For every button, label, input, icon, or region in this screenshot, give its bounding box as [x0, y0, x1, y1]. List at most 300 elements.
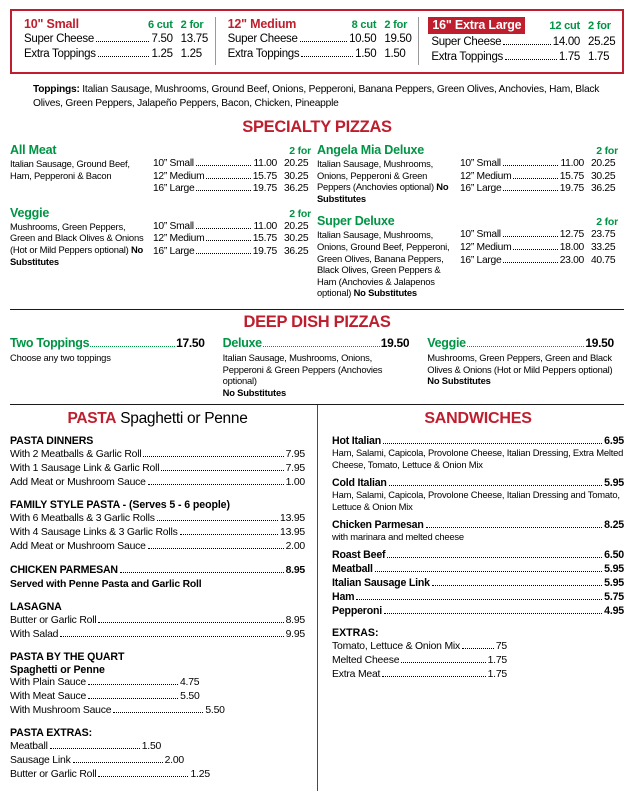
- pasta-group: [10, 563, 305, 592]
- pasta-column: [10, 405, 317, 791]
- dot-leader: [382, 676, 485, 677]
- dot-leader: [88, 684, 178, 685]
- dot-leader: [503, 165, 559, 166]
- dot-leader: [503, 190, 557, 191]
- dot-leader: [50, 748, 140, 749]
- sandwich-item: [332, 563, 624, 575]
- pasta-line: [10, 740, 305, 754]
- dot-leader: [148, 548, 284, 549]
- pasta-line: [10, 476, 305, 490]
- pizza-size-label: 12" Medium: [227, 17, 297, 31]
- dot-leader: [206, 240, 250, 241]
- dot-leader: [384, 613, 602, 614]
- specialty-item-header: [10, 143, 311, 157]
- specialty-size-label: 16” Large: [460, 254, 502, 266]
- specialty-size-label: 12” Medium: [153, 233, 205, 245]
- sandwich-line: [332, 519, 624, 531]
- specialty-twofor-label: 2 for: [289, 207, 311, 220]
- pizza-size-header: [24, 17, 207, 31]
- pasta-item-name: With Salad: [10, 629, 59, 641]
- dot-leader: [513, 178, 557, 179]
- specialty-item-name: Veggie: [10, 205, 50, 220]
- specialty-item-prices: [460, 229, 618, 299]
- pasta-line: [10, 704, 305, 718]
- pasta-group-note: Served with Penne Pasta and Garlic Roll: [10, 579, 202, 591]
- deep-dish-item-header: [223, 336, 410, 350]
- pasta-item-price: 7.95: [285, 449, 305, 461]
- specialty-price-single: 11.00: [253, 220, 277, 232]
- sandwich-price: 5.75: [604, 591, 624, 604]
- specialty-size-label: 10” Small: [153, 158, 194, 169]
- specialty-item-prices: [153, 158, 311, 196]
- specialty-item-body: [317, 158, 618, 204]
- specialty-price-row: [153, 183, 311, 196]
- specialty-price-twofor: 36.25: [591, 183, 616, 195]
- pasta-line: [10, 690, 305, 704]
- deep-dish-item-header: [427, 336, 614, 350]
- pasta-item-name: With Meat Sauce: [10, 691, 87, 703]
- specialty-pizzas-title: SPECIALTY PIZZAS: [242, 118, 392, 136]
- sandwich-line: [332, 549, 624, 561]
- dot-leader: [401, 662, 485, 663]
- sandwich-extra-name: Tomato, Lettuce & Onion Mix: [332, 641, 461, 653]
- pasta-item-price: 1.25: [190, 769, 210, 781]
- pasta-groups: [10, 435, 305, 782]
- sandwich-item: [332, 477, 624, 512]
- specialty-price-single: 18.00: [559, 241, 584, 253]
- pasta-item-price: 5.50: [180, 691, 200, 703]
- sandwich-price: 5.95: [604, 563, 624, 576]
- specialty-item-body: [10, 158, 311, 196]
- pasta-item-price: 1.00: [285, 477, 305, 489]
- pasta-group-heading: FAMILY STYLE PASTA - (Serves 5 - 6 people): [10, 499, 230, 512]
- specialty-column-right: [317, 143, 624, 309]
- pasta-title: [10, 410, 305, 428]
- sandwich-price: 6.95: [604, 435, 624, 448]
- pizza-price-row: [431, 50, 614, 65]
- pasta-item-name: With 2 Meatballs & Garlic Roll: [10, 449, 142, 461]
- pasta-item-name: With Mushroom Sauce: [10, 705, 112, 717]
- deep-dish-description: Mushrooms, Green Peppers, Green and Black Olives & Onions (Hot or Mild Peppers optional) No Substitutes: [427, 351, 613, 387]
- specialty-twofor-label: 2 for: [596, 216, 618, 229]
- specialty-price-twofor: 23.75: [591, 229, 616, 241]
- pasta-group-heading: LASAGNA: [10, 601, 62, 614]
- specialty-item: [10, 206, 311, 267]
- pizza-price-twofor: 1.25: [180, 48, 202, 60]
- specialty-price-single: 15.75: [252, 233, 277, 245]
- pizza-price-twofor: 1.75: [588, 51, 610, 63]
- pizza-price-single: 10.50: [349, 33, 377, 45]
- specialty-item-header: [317, 214, 618, 228]
- specialty-item-description: Italian Sausage, Ground Beef, Ham, Pepperoni & Bacon: [10, 158, 130, 181]
- sandwich-name: Meatball: [332, 563, 373, 576]
- dot-leader: [503, 262, 557, 263]
- specialty-price-row: [460, 229, 618, 242]
- dot-leader: [148, 484, 284, 485]
- sandwich-extras-lines: [332, 640, 624, 682]
- specialty-item: [317, 143, 618, 204]
- sandwich-item: [332, 577, 624, 589]
- specialty-price-single: 12.75: [559, 229, 584, 241]
- dot-leader: [503, 44, 550, 45]
- deep-dish-price: 19.50: [585, 335, 614, 350]
- specialty-price-row: [153, 171, 311, 184]
- dot-leader: [375, 571, 602, 572]
- pasta-line: [10, 768, 305, 782]
- specialty-size-label: 12” Medium: [460, 241, 512, 253]
- pizza-price-twofor: 25.25: [588, 36, 616, 48]
- specialty-price-single: 19.75: [559, 183, 584, 195]
- dot-leader: [300, 41, 347, 42]
- sandwich-items: [332, 435, 624, 617]
- specialty-price-twofor: 30.25: [284, 233, 309, 245]
- specialty-price-row: [153, 233, 311, 246]
- pasta-item-name: Add Meat or Mushroom Sauce: [10, 541, 146, 553]
- pizza-price-twofor: 19.50: [384, 33, 412, 45]
- sandwich-line: [332, 435, 624, 447]
- pasta-title-black: Spaghetti or Penne: [116, 410, 248, 428]
- deep-dish-description: Italian Sausage, Mushrooms, Onions, Pepperoni & Green Peppers (Anchovies optional) No Substitutes: [222, 351, 383, 398]
- pizza-cut-label: 8 cut: [351, 19, 377, 31]
- specialty-price-row: [153, 221, 311, 234]
- deep-dish-item: [215, 336, 420, 398]
- pasta-item-price: 4.75: [179, 677, 200, 689]
- pizza-price-twofor: 13.75: [180, 33, 208, 45]
- pasta-item-price: 1.50: [141, 741, 162, 753]
- no-substitutes-note: No Substitutes: [317, 181, 449, 204]
- dot-leader: [98, 776, 188, 777]
- pasta-line: [10, 448, 305, 462]
- pizza-size-header: [228, 17, 411, 31]
- sandwich-extra-price: 1.75: [487, 655, 507, 667]
- bottom-columns: [10, 405, 624, 791]
- sandwich-item: [332, 605, 624, 617]
- sandwiches-title: SANDWICHES: [424, 410, 532, 428]
- pasta-group-heading: PASTA EXTRAS:: [10, 727, 93, 740]
- dot-leader: [462, 648, 494, 649]
- dot-leader: [387, 557, 602, 558]
- sandwich-extra-line: [332, 640, 507, 654]
- no-substitutes-note: No Substitutes: [427, 375, 491, 387]
- specialty-size-label: 10” Small: [460, 158, 501, 169]
- specialty-size-label: 10” Small: [153, 220, 194, 232]
- pizza-item-label: Extra Toppings: [227, 48, 300, 60]
- dot-leader: [157, 520, 278, 521]
- dot-leader: [90, 346, 175, 347]
- pasta-item-price: 13.95: [279, 513, 305, 525]
- sandwiches-column: [317, 405, 624, 791]
- pizza-size-column-2: [215, 17, 419, 65]
- deep-dish-price: 17.50: [176, 335, 205, 350]
- specialty-price-twofor: 36.25: [284, 183, 309, 195]
- specialty-price-twofor: 33.25: [591, 241, 616, 253]
- specialty-item-name: Super Deluxe: [317, 214, 395, 229]
- pizza-size-column-1: [12, 17, 215, 65]
- dot-leader: [513, 249, 557, 250]
- pasta-item-price: 9.95: [285, 629, 305, 641]
- sandwich-extra-line: [332, 654, 507, 668]
- specialty-size-label: 16” Large: [460, 183, 502, 195]
- pizza-price-row: [228, 47, 411, 62]
- pasta-group-heading: PASTA DINNERS: [10, 435, 94, 448]
- pasta-item-name: With Plain Sauce: [10, 677, 86, 689]
- deep-dish-item: [419, 336, 624, 398]
- dot-leader: [120, 572, 284, 573]
- sandwich-item: [332, 435, 624, 470]
- specialty-item-prices: [460, 158, 618, 204]
- specialty-price-single: 15.75: [252, 170, 277, 182]
- pasta-item-name: With 1 Sausage Link & Garlic Roll: [10, 463, 160, 475]
- sandwich-name: Italian Sausage Link: [332, 577, 430, 590]
- pizza-cut-label: 6 cut: [147, 19, 173, 31]
- specialty-item: [317, 214, 618, 299]
- deep-dish-item-name: Two Toppings: [10, 335, 90, 350]
- pasta-item-price: 13.95: [279, 527, 305, 539]
- specialty-price-row: [460, 171, 618, 184]
- toppings-list: Italian Sausage, Mushrooms, Ground Beef, Onions, Pepperoni, Banana Peppers, Green Olives, Anchovies, Ham, Black Olives, Green Peppers, Jalapeño Peppers, Bacon, Chicken, Pineapple: [33, 84, 600, 109]
- sandwich-extras: [332, 627, 624, 682]
- deep-dish-grid: [10, 336, 624, 398]
- specialty-price-twofor: 20.25: [591, 158, 616, 169]
- dot-leader: [196, 165, 252, 166]
- specialty-price-twofor: 30.25: [591, 170, 616, 182]
- pizza-item-label: Super Cheese: [431, 36, 502, 48]
- pizza-item-label: Super Cheese: [227, 33, 298, 45]
- specialty-size-label: 16” Large: [153, 183, 195, 195]
- specialty-size-label: 12” Medium: [460, 170, 512, 182]
- dot-leader: [98, 622, 283, 623]
- pasta-title-red: PASTA: [67, 410, 117, 428]
- specialty-item-header: [10, 206, 311, 220]
- pasta-item-price: 8.95: [285, 565, 305, 577]
- pizza-price-single: 1.25: [151, 48, 173, 60]
- sandwich-extras-heading: EXTRAS:: [332, 627, 379, 640]
- sandwich-extra-price: 1.75: [487, 669, 507, 681]
- specialty-price-row: [460, 242, 618, 255]
- dot-leader: [206, 178, 250, 179]
- specialty-size-label: 10” Small: [460, 229, 501, 241]
- sandwich-extra-price: 75: [495, 641, 507, 653]
- specialty-item-header: [317, 143, 618, 157]
- sandwich-name: Pepperoni: [332, 605, 382, 618]
- specialty-pizzas-grid: [10, 143, 624, 309]
- dot-leader: [161, 470, 283, 471]
- sandwich-name: Cold Italian: [332, 477, 387, 490]
- pasta-line: [10, 540, 305, 554]
- pasta-group: [10, 601, 305, 642]
- dot-leader: [60, 636, 283, 637]
- specialty-size-label: 16” Large: [153, 245, 195, 257]
- deep-dish-item-name: Deluxe: [222, 335, 262, 350]
- dot-leader: [180, 534, 278, 535]
- pasta-line: [10, 563, 305, 578]
- dot-leader: [196, 253, 250, 254]
- pizza-price-single: 14.00: [552, 36, 581, 48]
- pasta-line: [10, 462, 305, 476]
- dot-leader: [503, 236, 558, 237]
- sandwich-item: [332, 591, 624, 603]
- pasta-line: [10, 614, 305, 628]
- sandwich-item: [332, 549, 624, 561]
- pizza-price-twofor: 1.50: [384, 48, 406, 60]
- sandwich-extra-line: [332, 668, 507, 682]
- specialty-item-body: [317, 229, 618, 299]
- sandwich-description: Ham, Salami, Capicola, Provolone Cheese, Italian Dressing and Tomato, Lettuce & Onion Mix: [332, 489, 620, 512]
- deep-dish-item-header: [10, 336, 205, 350]
- pizza-twofor-label: 2 for: [384, 19, 408, 31]
- specialty-column-left: [10, 143, 317, 309]
- sandwich-extra-name: Extra Meat: [332, 669, 381, 681]
- specialty-item: [10, 143, 311, 196]
- sandwich-price: 5.95: [604, 577, 624, 590]
- pasta-item-price: 2.00: [285, 541, 305, 553]
- pasta-item-name: CHICKEN PARMESAN: [10, 564, 118, 577]
- specialty-price-twofor: 40.75: [591, 254, 616, 266]
- divider-specialty-bottom: [10, 309, 624, 310]
- pasta-group: [10, 435, 305, 490]
- sandwich-price: 4.95: [604, 605, 624, 618]
- dot-leader: [113, 712, 203, 713]
- no-substitutes-note: No Substitutes: [10, 243, 144, 267]
- pizza-size-box: [10, 9, 624, 74]
- specialty-item-name: Angela Mia Deluxe: [317, 143, 425, 157]
- specialty-price-row: [460, 255, 618, 268]
- pasta-item-price: 8.95: [285, 615, 305, 627]
- pizza-twofor-label: 2 for: [588, 20, 611, 32]
- specialty-price-single: 11.00: [560, 158, 584, 169]
- pizza-size-header: [431, 17, 614, 34]
- pizza-price-row: [228, 32, 411, 47]
- dot-leader: [73, 762, 163, 763]
- no-substitutes-note: No Substitutes: [222, 386, 286, 398]
- pasta-group: [10, 651, 305, 718]
- specialty-price-single: 23.00: [559, 254, 584, 266]
- specialty-item-description: Mushrooms, Green Peppers, Green and Black Olives & Onions (Hot or Mild Peppers optional) No Substitutes: [10, 220, 144, 267]
- specialty-price-single: 15.75: [559, 170, 584, 182]
- specialty-price-row: [460, 183, 618, 196]
- sandwich-price: 6.50: [604, 549, 624, 562]
- pasta-item-name: Butter or Garlic Roll: [10, 769, 97, 781]
- pasta-item-name: With 4 Sausage Links & 3 Garlic Rolls: [10, 527, 178, 539]
- sandwich-name: Hot Italian: [332, 435, 382, 448]
- sandwich-description: with marinara and melted cheese: [332, 530, 464, 542]
- sandwich-name: Ham: [332, 591, 355, 604]
- pizza-twofor-label: 2 for: [180, 19, 204, 31]
- specialty-item-body: [10, 221, 311, 267]
- specialty-twofor-label: 2 for: [596, 145, 618, 157]
- specialty-price-twofor: 20.25: [284, 220, 309, 232]
- pasta-item-name: With 6 Meatballs & 3 Garlic Rolls: [10, 513, 155, 525]
- dot-leader: [96, 41, 150, 42]
- pizza-price-row: [24, 32, 207, 47]
- pizza-size-label: 16" Extra Large: [428, 17, 525, 34]
- specialty-price-twofor: 36.25: [284, 245, 309, 257]
- specialty-size-label: 12” Medium: [153, 170, 205, 182]
- sandwich-price: 8.25: [604, 518, 624, 531]
- specialty-price-twofor: 20.25: [284, 158, 309, 169]
- sandwich-item: [332, 519, 624, 542]
- dot-leader: [301, 56, 353, 57]
- sandwich-name: Roast Beef: [332, 549, 386, 562]
- pizza-price-single: 1.75: [558, 51, 581, 63]
- sandwich-line: [332, 591, 624, 603]
- toppings-label: Toppings:: [33, 84, 80, 95]
- dot-leader: [383, 443, 602, 444]
- pizza-cut-label: 12 cut: [549, 20, 581, 32]
- sandwich-price: 5.95: [604, 477, 624, 490]
- specialty-price-twofor: 30.25: [284, 170, 309, 182]
- dot-leader: [505, 59, 557, 60]
- pizza-size-column-3: [418, 17, 622, 65]
- sandwich-line: [332, 577, 624, 589]
- sandwich-line: [332, 477, 624, 489]
- pasta-item-price: 2.00: [164, 755, 185, 767]
- dot-leader: [356, 599, 602, 600]
- pasta-group: [10, 727, 305, 782]
- deep-dish-title: DEEP DISH PIZZAS: [243, 312, 391, 331]
- pizza-item-label: Super Cheese: [24, 33, 94, 45]
- pasta-line: [10, 512, 305, 526]
- pasta-item-name: Sausage Link: [10, 755, 71, 767]
- specialty-price-single: 19.75: [252, 183, 277, 195]
- dot-leader: [196, 228, 252, 229]
- pasta-item-name: Add Meat or Mushroom Sauce: [10, 477, 146, 489]
- specialty-twofor-label: 2 for: [289, 145, 311, 157]
- pasta-line: [10, 628, 305, 642]
- sandwich-name: Chicken Parmesan: [332, 518, 424, 531]
- pasta-item-name: Butter or Garlic Roll: [10, 615, 97, 627]
- dot-leader: [389, 485, 602, 486]
- dot-leader: [196, 190, 250, 191]
- pizza-price-single: 7.50: [151, 33, 173, 45]
- sandwich-line: [332, 563, 624, 575]
- pizza-price-row: [24, 47, 207, 62]
- pasta-group-subheading: Spaghetti or Penne: [10, 664, 105, 677]
- sandwich-description: Ham, Salami, Capicola, Provolone Cheese, Italian Dressing, Extra Melted Cheese, Tomato, Lettuce & Onion Mix: [332, 447, 624, 470]
- specialty-item-prices: [153, 221, 311, 267]
- dot-leader: [88, 698, 178, 699]
- specialty-price-row: [153, 158, 311, 171]
- dot-leader: [426, 527, 603, 528]
- specialty-price-single: 19.75: [252, 245, 277, 257]
- specialty-price-row: [153, 246, 311, 259]
- sandwich-extra-name: Melted Cheese: [332, 655, 400, 667]
- pizza-item-label: Extra Toppings: [24, 48, 96, 60]
- sandwich-line: [332, 605, 624, 617]
- dot-leader: [467, 346, 585, 347]
- specialty-item-description: Italian Sausage, Mushrooms, Onions, Pepperoni & Green Peppers (Anchovies optional) No Substitutes: [317, 158, 449, 204]
- pasta-item-price: 5.50: [205, 705, 225, 717]
- deep-dish-item: [10, 336, 215, 398]
- deep-dish-description: Choose any two toppings: [10, 351, 111, 363]
- pizza-size-label: 10" Small: [24, 17, 79, 31]
- specialty-item-description: Italian Sausage, Mushrooms, Onions, Ground Beef, Pepperoni, Green Olives, Banana Peppers, Black Olives, Green Peppers & Ham (Anchovies & Jalapenos optional) No Substitutes: [317, 229, 450, 299]
- pasta-group: [10, 499, 305, 554]
- pasta-item-name: Meatball: [10, 741, 48, 753]
- dot-leader: [98, 56, 150, 57]
- dot-leader: [432, 585, 602, 586]
- pasta-group-heading: PASTA BY THE QUART: [10, 651, 125, 664]
- specialty-item-name: All Meat: [10, 143, 57, 157]
- pasta-line: [10, 754, 305, 768]
- pasta-item-price: 7.95: [285, 463, 305, 475]
- pizza-item-label: Extra Toppings: [431, 51, 504, 63]
- deep-dish-item-name: Veggie: [427, 335, 466, 350]
- toppings-line: [33, 83, 608, 110]
- no-substitutes-note: No Substitutes: [353, 287, 417, 299]
- pasta-line: [10, 526, 305, 540]
- dot-leader: [263, 346, 380, 347]
